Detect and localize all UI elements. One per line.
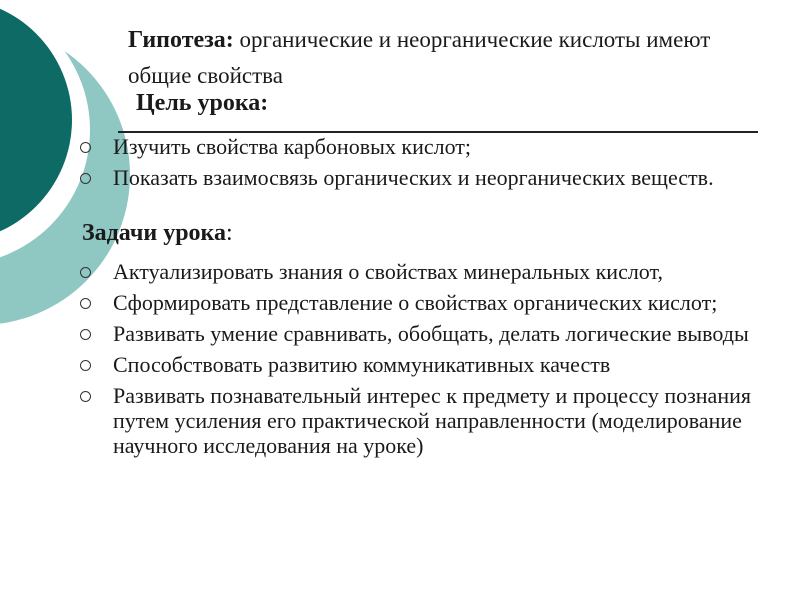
tasks-title <box>82 220 233 247</box>
hypothesis <box>128 22 768 94</box>
task-item-text: Сформировать представление о свойствах органических кислот; <box>113 290 718 315</box>
hypothesis-label: Гипотеза: <box>128 27 234 53</box>
tasks-title-colon: : <box>226 220 233 246</box>
goal-list <box>80 134 740 196</box>
circle-bullet-icon <box>80 298 91 309</box>
divider-line <box>118 131 758 133</box>
circle-bullet-icon <box>80 142 91 153</box>
goal-item-text: Показать взаимосвязь органических и неорганических веществ. <box>113 165 714 190</box>
task-list <box>80 259 770 464</box>
task-item <box>80 352 770 377</box>
goal-item <box>80 165 740 190</box>
goal-item-text: Изучить свойства карбоновых кислот; <box>113 134 472 159</box>
hypothesis-text: органические и неорганические кислоты имеют общие свойства <box>128 27 711 88</box>
task-item <box>80 290 770 315</box>
task-item-text: Развивать познавательный интерес к предмету и процессу познания путем усиления его практической направленности (моделирование научного исследования на уроке) <box>113 383 751 458</box>
goal-title: Цель урока: <box>136 90 269 116</box>
task-item <box>80 259 770 284</box>
task-item <box>80 383 770 458</box>
circle-bullet-icon <box>80 329 91 340</box>
task-item-text: Актуализировать знания о свойствах минеральных кислот, <box>113 259 663 284</box>
task-item <box>80 321 770 346</box>
circle-bullet-icon <box>80 267 91 278</box>
task-item-text: Развивать умение сравнивать, обобщать, делать логические выводы <box>113 321 749 346</box>
goal-item <box>80 134 740 159</box>
task-item-text: Способствовать развитию коммуникативных качеств <box>113 352 611 377</box>
circle-bullet-icon <box>80 391 91 402</box>
circle-bullet-icon <box>80 173 91 184</box>
circle-bullet-icon <box>80 360 91 371</box>
tasks-title-text: Задачи урока <box>82 220 227 246</box>
